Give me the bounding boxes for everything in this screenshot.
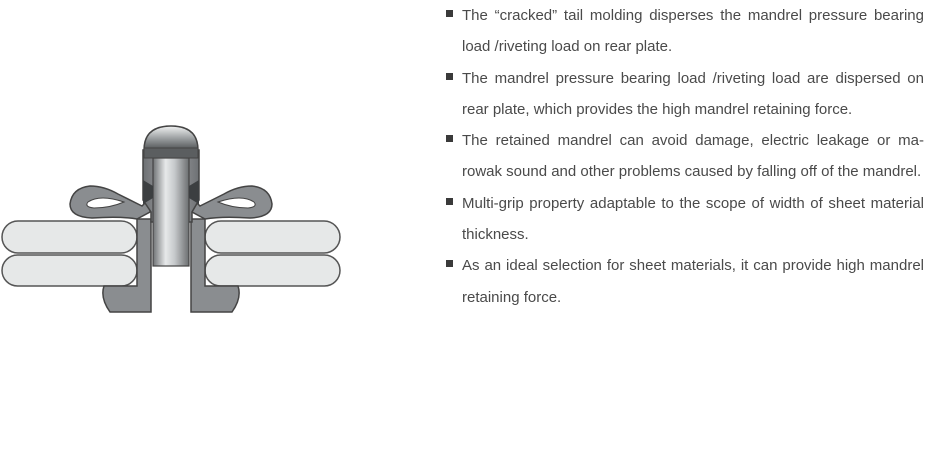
list-item: [444, 125, 924, 188]
list-item: [444, 0, 924, 63]
square-bullet-icon: [446, 73, 453, 80]
feature-text: The retained mandrel can avoid damage, electric leakage or marowak sound and other problems caused by falling off of the mandrel.: [462, 132, 924, 181]
feature-text: As an ideal selection for sheet materials, it can provide high mandrel retaining force.: [462, 257, 924, 306]
mandrel-head-dome: [144, 126, 198, 150]
list-item: [444, 188, 924, 251]
rivet-cross-section-illustration: [0, 120, 345, 320]
feature-text: The “cracked” tail molding disperses the mandrel pressure bearing load /riveting load on rear plate.: [462, 7, 924, 56]
mandrel-shank: [153, 158, 189, 266]
square-bullet-icon: [446, 10, 453, 17]
feature-list: [444, 0, 924, 313]
square-bullet-icon: [446, 135, 453, 142]
list-item: [444, 250, 924, 313]
feature-text: Multi-grip property adaptable to the scope of width of sheet material thickness.: [462, 194, 924, 244]
list-item: [444, 63, 924, 126]
feature-text: The mandrel pressure bearing load /riveting load are dispersed on rear plate, which provides the high mandrel retaining force.: [462, 69, 924, 118]
square-bullet-icon: [446, 260, 453, 267]
square-bullet-icon: [446, 198, 453, 205]
